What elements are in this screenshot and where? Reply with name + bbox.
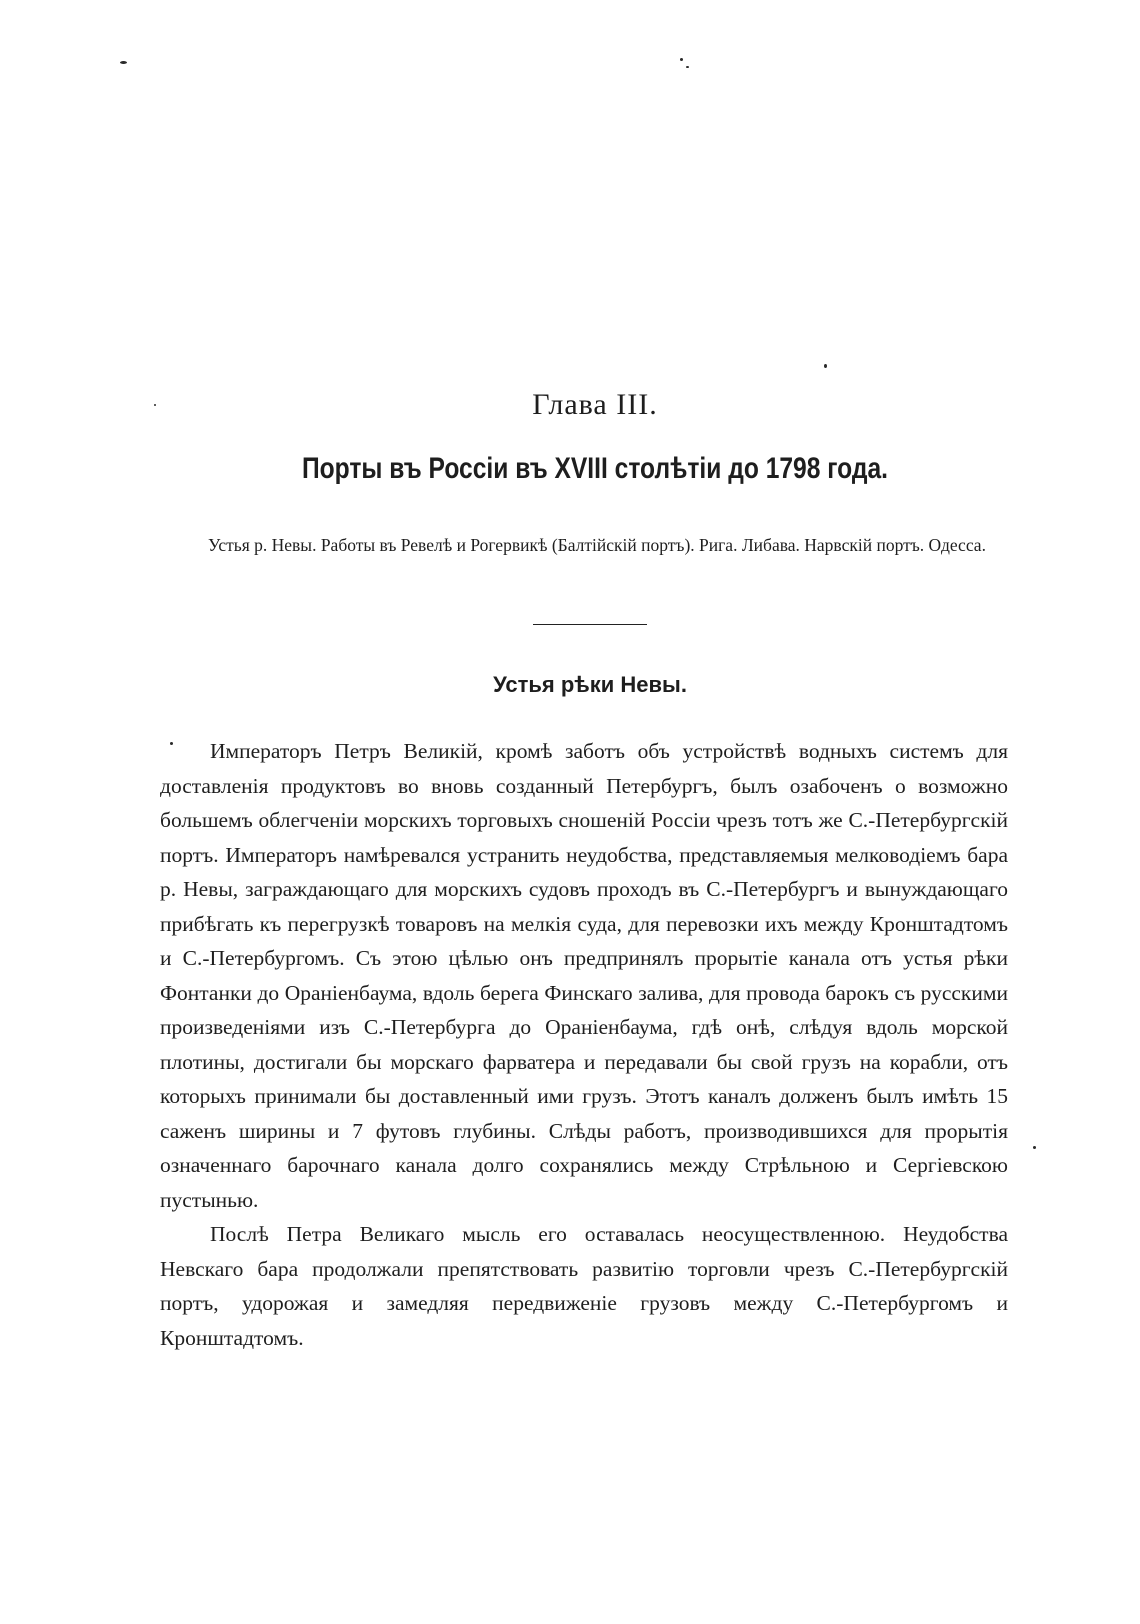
scan-speck xyxy=(680,58,683,61)
section-title: Устья рѣки Невы. xyxy=(493,672,687,697)
chapter-title: Порты въ Россіи въ XVIII столѣтіи до 1798 года. xyxy=(301,452,889,485)
scan-speck xyxy=(120,61,127,64)
chapter-summary: Устья р. Невы. Работы въ Ревелѣ и Рогервикѣ (Балтійскій портъ). Рига. Либава. Нарвскій портъ. Одесса. xyxy=(208,535,986,555)
paragraph: Императоръ Петръ Великій, кромѣ заботъ объ устройствѣ водныхъ системъ для доставленія продуктовъ во вновь созданный Петербургъ, былъ озабоченъ о возможно большемъ облегченіи морскихъ торговыхъ сношеній Россіи чрезъ тотъ же С.-Петербургскій портъ. Императоръ намѣревался устранить неудобства, представляемыя мелководіемъ бара р. Невы, заграждающаго для морскихъ судовъ проходъ въ С.-Петербургъ и вынуждающаго прибѣгать къ перегрузкѣ товаровъ на мелкія суда, для перевозки ихъ между Кронштадтомъ и С.-Петербургомъ. Съ этою цѣлью онъ предпринялъ прорытіе канала отъ устья рѣки Фонтанки до Ораніенбаума, вдоль берега Финскаго залива, для провода барокъ съ русскими произведеніями изъ С.-Петербурга до Ораніенбаума, гдѣ онѣ, слѣдуя вдоль морской плотины, достигали бы морскаго фарватера и передавали бы свой грузъ на корабли, отъ которыхъ принимали бы доставленный ими грузъ. Этотъ каналъ долженъ былъ имѣть 15 саженъ ширины и 7 футовъ глубины. Слѣды работъ, производившихся для прорытія означеннаго барочнаго канала долго сохранялись между Стрѣльною и Сергіевскою пустынью. xyxy=(160,739,1008,1212)
section-divider xyxy=(533,624,647,625)
chapter-number: Глава III. xyxy=(532,388,658,421)
scan-speck xyxy=(824,364,827,368)
scan-speck xyxy=(686,66,689,68)
paragraph: Послѣ Петра Великаго мысль его оставалась неосуществленною. Неудобства Невскаго бара продолжали препятствовать развитію торговли чрезъ С.-Петербургскій портъ, удорожая и замедляя передвиженіе грузовъ между С.-Петербургомъ и Кронштадтомъ. xyxy=(160,1222,1008,1350)
scan-speck xyxy=(1033,1146,1036,1149)
body-text xyxy=(160,734,1008,1355)
